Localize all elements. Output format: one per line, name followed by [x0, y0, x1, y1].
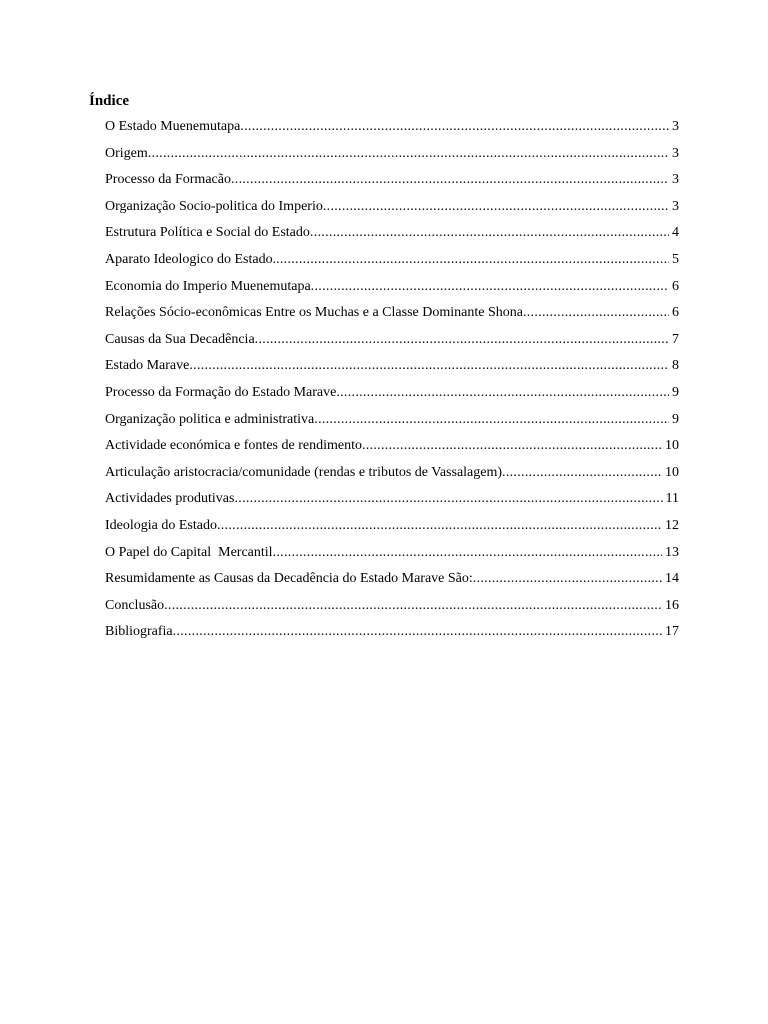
toc-dot-leader — [314, 411, 669, 429]
toc-dot-leader — [148, 145, 669, 163]
toc-dot-leader — [336, 384, 669, 402]
toc-entry[interactable] — [105, 437, 679, 464]
toc-entry-title: Actividades produtivas — [105, 491, 235, 507]
toc-entry-title: Processo da Formação do Estado Marave — [105, 384, 337, 400]
toc-entry-title: Organização Socio-politica do Imperio — [105, 198, 323, 214]
toc-dot-leader — [255, 331, 669, 349]
toc-dot-leader — [276, 251, 669, 269]
toc-entry[interactable] — [105, 490, 679, 517]
toc-entry-title: Relações Sócio-econômicas Entre os Muchas e a Classe Dominante Shona — [105, 305, 523, 321]
toc-page-number: 9 — [672, 384, 679, 400]
toc-dot-leader — [502, 464, 662, 482]
toc-entry[interactable] — [105, 411, 679, 438]
toc-page-number: 3 — [672, 198, 679, 214]
toc-entry-title: Ideologia do Estado — [105, 517, 217, 533]
toc-entry[interactable] — [105, 623, 679, 650]
toc-entry[interactable] — [105, 145, 679, 172]
toc-entry-title: Actividade económica e fontes de rendimento — [105, 438, 362, 454]
toc-dot-leader — [234, 490, 662, 508]
toc-entry[interactable] — [105, 171, 679, 198]
toc-entry[interactable] — [105, 597, 679, 624]
toc-dot-leader — [217, 517, 662, 535]
toc-entry[interactable] — [105, 544, 679, 571]
toc-page-number: 13 — [665, 544, 679, 560]
toc-dot-leader — [231, 171, 669, 189]
toc-page-number: 11 — [665, 491, 679, 507]
toc-entry-title: Estrutura Política e Social do Estado — [105, 225, 310, 241]
toc-dot-leader — [310, 224, 669, 242]
toc-entry-title: Resumidamente as Causas da Decadência do Estado Marave São: — [105, 571, 473, 587]
toc-entry[interactable] — [105, 251, 679, 278]
toc-entry-title: Bibliografia — [105, 624, 173, 640]
toc-entry[interactable] — [105, 278, 679, 305]
toc-entry-title: Organização politica e administrativa — [105, 411, 315, 427]
toc-entry[interactable] — [105, 570, 679, 597]
toc-page-number: 8 — [672, 358, 679, 374]
toc-page-number: 6 — [672, 278, 679, 294]
toc-entry[interactable] — [105, 517, 679, 544]
toc-entry-title: Estado Marave — [105, 358, 190, 374]
toc-entry[interactable] — [105, 384, 679, 411]
toc-entry-title: Causas da Sua Decadência — [105, 331, 255, 347]
toc-dot-leader — [164, 597, 662, 615]
toc-dot-leader — [473, 570, 662, 588]
toc-dot-leader — [362, 437, 662, 455]
toc-entry-title: O Papel do Capital Mercantil — [105, 544, 273, 560]
toc-heading: Índice — [89, 93, 130, 109]
toc-entry[interactable] — [105, 224, 679, 251]
toc-entry[interactable] — [105, 331, 679, 358]
toc-dot-leader — [523, 304, 669, 322]
toc-dot-leader — [323, 198, 669, 216]
toc-dot-leader — [173, 623, 662, 641]
toc-entry[interactable] — [105, 304, 679, 331]
toc-page-number: 10 — [665, 464, 679, 480]
toc-dot-leader — [189, 357, 669, 375]
toc-entry-title: Economia do Imperio Muenemutapa — [105, 278, 311, 294]
toc-page-number: 10 — [665, 438, 679, 454]
toc-entry[interactable] — [105, 464, 679, 491]
toc-entry-title: Articulação aristocracia/comunidade (rendas e tributos de Vassalagem) — [105, 464, 503, 480]
toc-dot-leader — [240, 118, 669, 136]
toc-page-number: 3 — [672, 119, 679, 134]
toc-entry-title: O Estado Muenemutapa — [105, 119, 241, 134]
toc-entry-title: Conclusão — [105, 597, 165, 613]
toc-entry[interactable] — [105, 118, 679, 145]
toc-entry-title: Origem — [105, 145, 148, 161]
toc-page-number: 3 — [672, 172, 679, 188]
toc-page-number: 16 — [665, 597, 679, 613]
toc-dot-leader — [273, 544, 662, 562]
toc-page-number: 5 — [672, 251, 679, 267]
toc-page-number: 14 — [665, 571, 679, 587]
toc-page-number: 7 — [672, 331, 679, 347]
toc-page-number: 4 — [672, 225, 679, 241]
toc-page-number: 12 — [665, 517, 679, 533]
toc-page-number: 6 — [672, 305, 679, 321]
toc-entry[interactable] — [105, 357, 679, 384]
toc-page-number: 9 — [672, 411, 679, 427]
toc-list — [105, 118, 679, 650]
toc-page-number: 17 — [665, 624, 679, 640]
toc-entry-title: Aparato Ideologico do Estado. — [105, 251, 277, 267]
toc-page-number: 3 — [672, 145, 679, 161]
toc-dot-leader — [311, 278, 669, 296]
toc-entry-title: Processo da Formacão — [105, 172, 231, 188]
toc-entry[interactable] — [105, 198, 679, 225]
